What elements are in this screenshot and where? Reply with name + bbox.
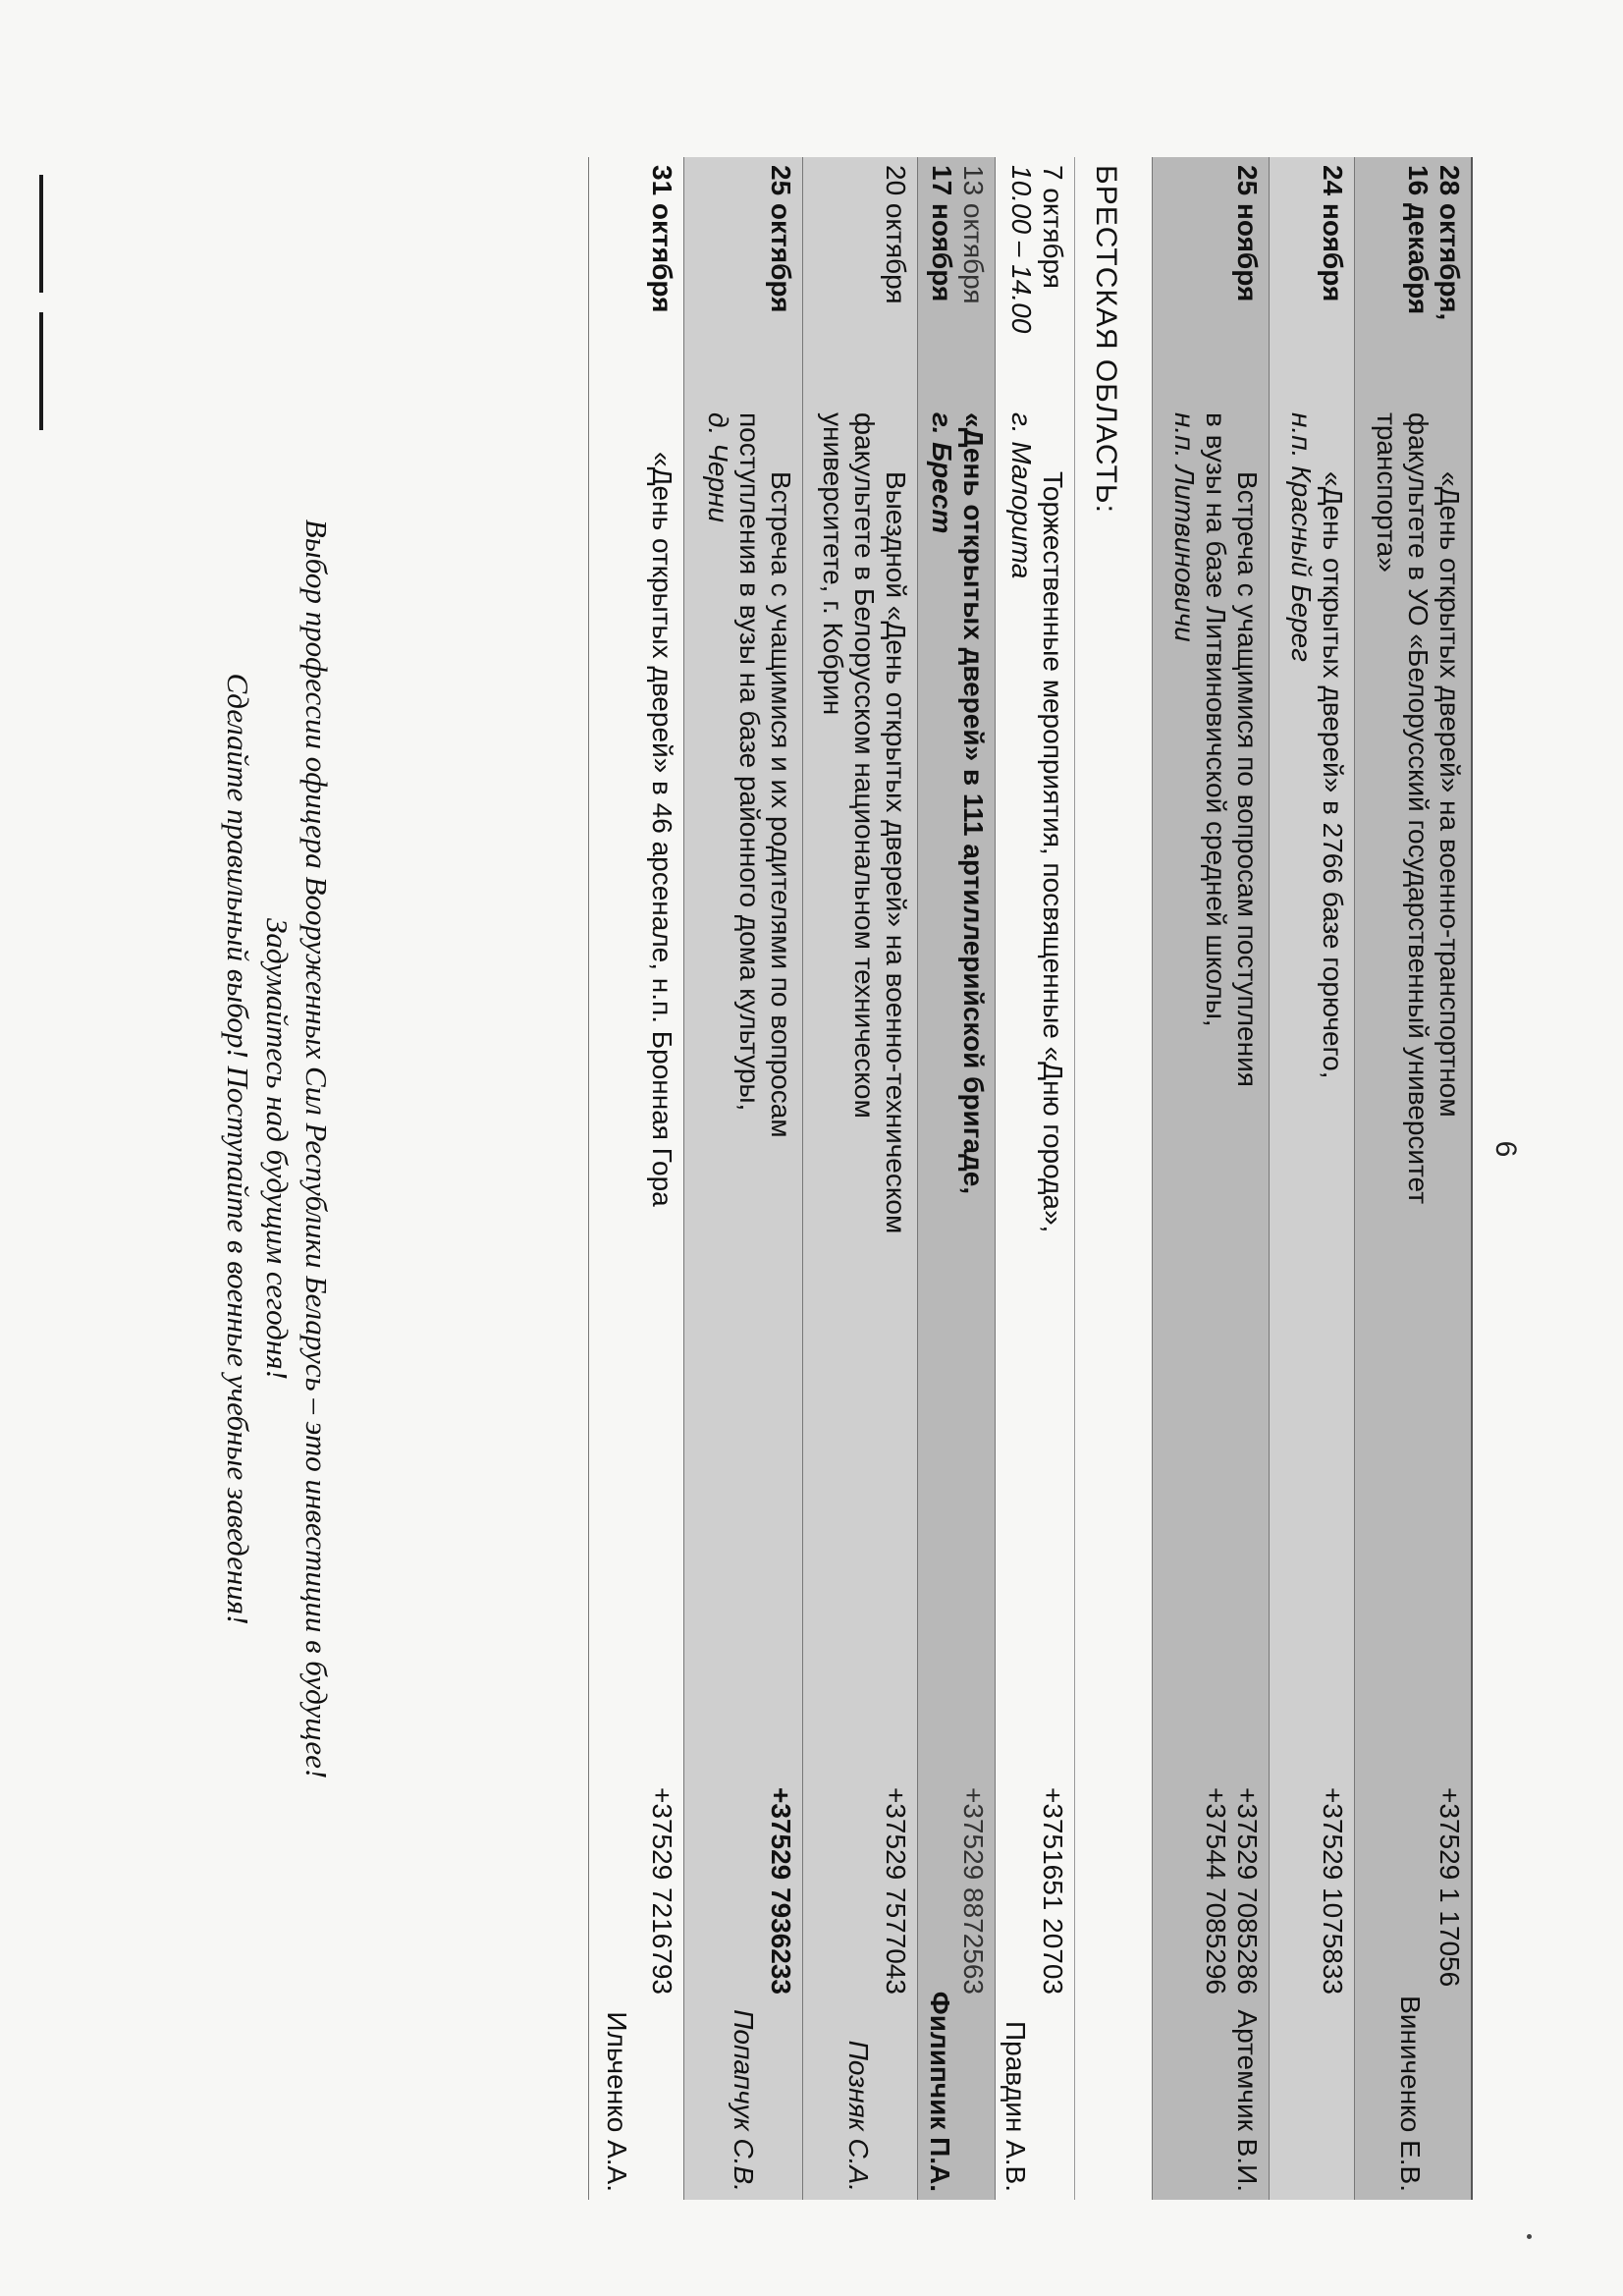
contact-phone: +37529 8872563 — [958, 1787, 989, 1995]
event-line: Торжественные мероприятия, посвященные «Дню города», — [1038, 471, 1068, 1233]
event-line: н.п. Красный Берег — [1286, 412, 1317, 662]
footer-slogan: Сделайте правильный выбор! Поступайте в военные учебные заведения! — [221, 673, 255, 1625]
date-line: 16 декабря — [1403, 165, 1434, 315]
event-line: Выездной «День открытых дверей» на военно-техническом — [881, 471, 911, 1234]
table-row — [1152, 157, 1269, 2200]
rotated-page — [88, 69, 1561, 2229]
event-line: Встреча с учащимися и их родителями по вопросам — [766, 471, 796, 1138]
event-description — [1168, 412, 1263, 1768]
table-row — [683, 157, 802, 2200]
scan-artifact-line — [39, 312, 43, 430]
table-row — [995, 157, 1074, 2200]
contact-phone: +37529 7216793 — [647, 1787, 677, 1995]
table-row — [588, 157, 683, 2200]
table-row — [1354, 157, 1471, 2200]
event-date — [1317, 165, 1348, 396]
event-line: н.п. Литвиновичи — [1169, 412, 1200, 642]
event-line: факультете в УО «Белорусский государственный университет — [1403, 412, 1434, 1205]
contact-phone — [1200, 1787, 1263, 2033]
region-title: БРЕСТСКАЯ ОБЛАСТЬ: — [1090, 165, 1122, 514]
scan-speck — [1527, 2234, 1532, 2239]
event-description — [1285, 412, 1348, 1768]
event-date — [880, 165, 911, 396]
date-line: 31 октября — [647, 165, 677, 313]
event-date — [765, 165, 796, 396]
phone-line: +37544 7085296 — [1201, 1787, 1231, 1995]
date-line: 25 ноября — [1232, 165, 1263, 302]
event-description — [1371, 412, 1465, 1768]
date-line: 10.00 – 14.00 — [1006, 165, 1037, 334]
event-line: д. Черни — [703, 412, 733, 523]
event-description — [926, 412, 989, 1768]
event-date — [646, 165, 677, 396]
date-line: 13 октября — [958, 165, 989, 304]
event-line: г. Брест — [927, 412, 957, 534]
contact-phone: +37529 1 17056 — [1434, 1787, 1465, 1988]
event-line: «День открытых дверей» на военно-транспортном — [1434, 471, 1465, 1118]
footer-slogan: Задумайтесь над будущим сегодня! — [260, 918, 295, 1380]
region-header — [1074, 157, 1152, 2200]
date-line: 7 октября — [1038, 165, 1068, 289]
contact-person: Попапчук С.В. — [729, 2009, 759, 2192]
event-line: «День открытых дверей» в 2766 базе горючего, — [1318, 471, 1348, 1079]
contact-person: Позняк С.А. — [843, 2040, 874, 2192]
contact-phone: +3751651 20703 — [1038, 1787, 1068, 1995]
table-row — [917, 157, 995, 2200]
contact-phone: +37529 7936233 — [766, 1787, 796, 1995]
event-date — [1005, 165, 1068, 396]
contact-phone: +37529 1075833 — [1318, 1787, 1348, 1995]
event-date — [1402, 165, 1465, 396]
contact-person: Виниченко Е.В. — [1395, 1995, 1426, 2192]
event-line: транспорта» — [1372, 412, 1402, 573]
event-line: поступления в вузы на базе районного дома культуры, — [734, 412, 765, 1112]
contact-person: Правдин А.В. — [1001, 2021, 1031, 2192]
event-description — [1005, 412, 1068, 1768]
contact-person: Артемчик В.И. — [1232, 2009, 1263, 2192]
contact-person: Филипчик П.А. — [925, 1991, 955, 2192]
page-number: 6 — [1489, 1140, 1522, 1158]
contact-phone: +37529 7577043 — [881, 1787, 911, 1995]
events-table — [588, 157, 1473, 2200]
event-date — [1231, 165, 1263, 396]
event-line: г. Малорита — [1006, 412, 1037, 579]
date-line: 17 ноября — [927, 165, 957, 302]
phone-line: +37529 7085286 — [1232, 1787, 1263, 1995]
date-line: 20 октября — [881, 165, 911, 304]
event-line: «День открытых дверей» в 46 арсенале, н.п. Бронная Гора — [647, 452, 677, 1207]
table-row — [1269, 157, 1354, 2200]
date-line: 24 ноября — [1318, 165, 1348, 302]
event-line: университете, г. Кобрин — [818, 412, 848, 716]
event-description — [646, 412, 677, 1768]
event-description — [817, 412, 911, 1768]
event-description — [702, 412, 796, 1768]
event-date — [926, 165, 989, 396]
contact-person: Ильченко А.А. — [602, 2011, 632, 2192]
event-line: «День открытых дверей» в 111 артиллерийской бригаде, — [958, 412, 989, 1195]
event-line: Встреча с учащимися по вопросам поступления — [1232, 471, 1263, 1087]
footer-slogan: Выбор профессии офицера Вооруженных Сил Республики Беларусь – это инвестиции в будущее! — [299, 519, 334, 1779]
date-line: 28 октября, — [1434, 165, 1465, 321]
scan-artifact-line — [39, 175, 43, 293]
event-line: факультете в Белорусском национальном техническом — [849, 412, 880, 1119]
date-line: 25 октября — [766, 165, 796, 313]
table-row — [802, 157, 917, 2200]
event-line: в вузы на базе Литвиновичской средней школы, — [1201, 412, 1231, 1027]
